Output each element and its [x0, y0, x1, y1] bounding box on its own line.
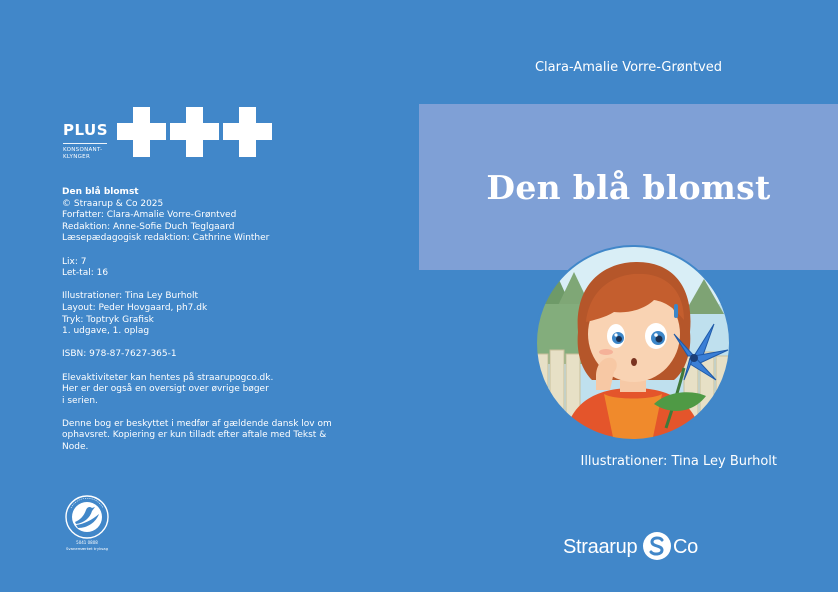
colophon-line: Læsepædagogisk redaktion: Cathrine Winther	[62, 233, 270, 244]
colophon	[62, 187, 382, 465]
colophon-line: Lix: 7	[62, 256, 87, 267]
colophon-book-title: Den blå blomst	[62, 187, 139, 197]
colophon-line: i serien.	[62, 395, 98, 406]
cover-illustrator: Illustrationer: Tina Ley Burholt	[580, 454, 777, 469]
plus-series-logo	[63, 107, 278, 159]
colophon-line: Layout: Peder Hovgaard, ph7.dk	[62, 302, 208, 313]
colophon-line: Forfatter: Clara-Amalie Vorre-Grøntved	[62, 210, 237, 221]
colophon-line: Denne bog er beskyttet i medfør af gældende dansk lov om	[62, 418, 332, 429]
colophon-line: Tryk: Toptryk Grafisk	[62, 314, 154, 325]
plus-logo-subtitle-2: KLYNGER	[63, 154, 91, 160]
plus-logo-subtitle	[63, 147, 123, 161]
colophon-block-isbn	[62, 349, 382, 361]
publisher-name-right: Co	[673, 536, 698, 558]
cover-author: Clara-Amalie Vorre-Grøntved	[534, 60, 723, 75]
colophon-line: Her er der også en oversigt over øvrige bøger	[62, 384, 269, 395]
colophon-block-credits	[62, 187, 382, 245]
colophon-block-readability	[62, 257, 382, 280]
colophon-line: Illustrationer: Tina Ley Burholt	[62, 291, 199, 302]
colophon-line: Elevaktiviteter kan hentes på straarupogco.dk.	[62, 372, 274, 383]
colophon-line: Redaktion: Anne-Sofie Duch Teglgaard	[62, 221, 235, 232]
ampersand-s-mark-icon	[642, 531, 672, 561]
colophon-block-production	[62, 291, 382, 337]
colophon-block-copyright	[62, 419, 382, 454]
cover-illustration-girl-with-blue-flower	[534, 244, 732, 442]
colophon-line: © Straarup & Co 2025	[62, 198, 164, 209]
plus-crosses-icon	[117, 107, 279, 157]
front-cover	[419, 0, 838, 592]
colophon-isbn: ISBN: 978-87-7627-365-1	[62, 349, 177, 360]
publisher-logo	[563, 530, 703, 564]
cover-title: Den blå blomst	[486, 168, 771, 207]
colophon-line: 1. udgave, 1. oplag	[62, 326, 150, 337]
plus-logo-subtitle-1: KONSONANT-	[63, 147, 103, 153]
ecolabel-number: 5041 0808	[76, 540, 98, 545]
colophon-line: ophavsret. Kopiering er kun tilladt efter aftale med Tekst &	[62, 430, 327, 441]
colophon-block-activities	[62, 373, 382, 408]
plus-logo-word: PLUS	[63, 121, 109, 139]
ecolabel-caption: Svanemærket tryksag	[65, 546, 109, 551]
colophon-line: Node.	[62, 442, 89, 453]
swan-ecolabel-icon	[62, 494, 112, 552]
publisher-name-left: Straarup	[563, 536, 638, 558]
plus-logo-divider	[63, 143, 107, 144]
colophon-line: Let-tal: 16	[62, 268, 109, 279]
